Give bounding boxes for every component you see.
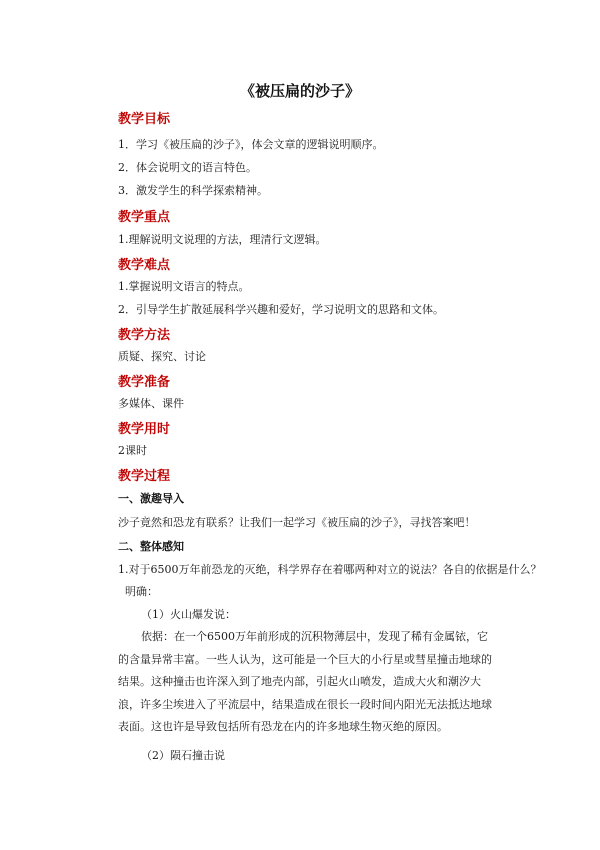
methods-text: 质疑、探究、讨论 xyxy=(118,350,206,363)
heading-preparation: 教学准备 xyxy=(118,375,171,390)
heading-key-points: 教学重点 xyxy=(118,210,171,225)
subheading-intro: 一、激趣导入 xyxy=(118,492,184,505)
key-point-item-1: 1.理解说明文说理的方法，理清行文逻辑。 xyxy=(118,233,327,246)
heading-time: 教学用时 xyxy=(118,422,171,437)
basis-paragraph: 依据：在一个6500万年前形成的沉积物薄层中，发现了稀有金属铱，它的含量异常丰富。一些人认为，这可能是一个巨大的小行星或彗星撞击地球的结果。这种撞击也许深入到了地壳内部，引起火山喷发，造成大火和潮汐大浪，许多尘埃进入了平流层中，结果造成在很长一段时间内阳光无法抵达地球表面。这也许是导致包括所有恐龙在内的许多地球生物灭绝的原因。 xyxy=(118,630,492,734)
subheading-overview: 二、整体感知 xyxy=(118,540,184,553)
difficulty-item-2: 2．引导学生扩散延展科学兴趣和爱好，学习说明文的思路和文体。 xyxy=(118,303,444,316)
clarify-label: 明确： xyxy=(125,585,158,598)
preparation-text: 多媒体、课件 xyxy=(118,397,184,410)
heading-process: 教学过程 xyxy=(118,469,171,484)
heading-difficulties: 教学难点 xyxy=(118,258,171,273)
heading-objectives: 教学目标 xyxy=(118,112,171,127)
sub-point-1: （1）火山爆发说： xyxy=(141,608,236,621)
objective-item-3: 3．激发学生的科学探索精神。 xyxy=(118,184,268,197)
intro-text: 沙子竟然和恐龙有联系？让我们一起学习《被压扁的沙子》，寻找答案吧！ xyxy=(118,516,476,529)
difficulty-item-1: 1.掌握说明文语言的特点。 xyxy=(118,280,250,293)
objective-item-2: 2．体会说明文的语言特色。 xyxy=(118,161,257,174)
sub-point-2: （2）陨石撞击说 xyxy=(141,749,225,762)
question-1: 1.对于6500万年前恐龙的灭绝，科学界存在着哪两种对立的说法？各自的依据是什么？ xyxy=(118,563,542,576)
objective-item-1: 1．学习《被压扁的沙子》，体会文章的逻辑说明顺序。 xyxy=(118,138,384,151)
heading-methods: 教学方法 xyxy=(118,328,171,343)
page-title: 《被压扁的沙子》 xyxy=(239,82,360,100)
time-text: 2课时 xyxy=(118,444,147,457)
